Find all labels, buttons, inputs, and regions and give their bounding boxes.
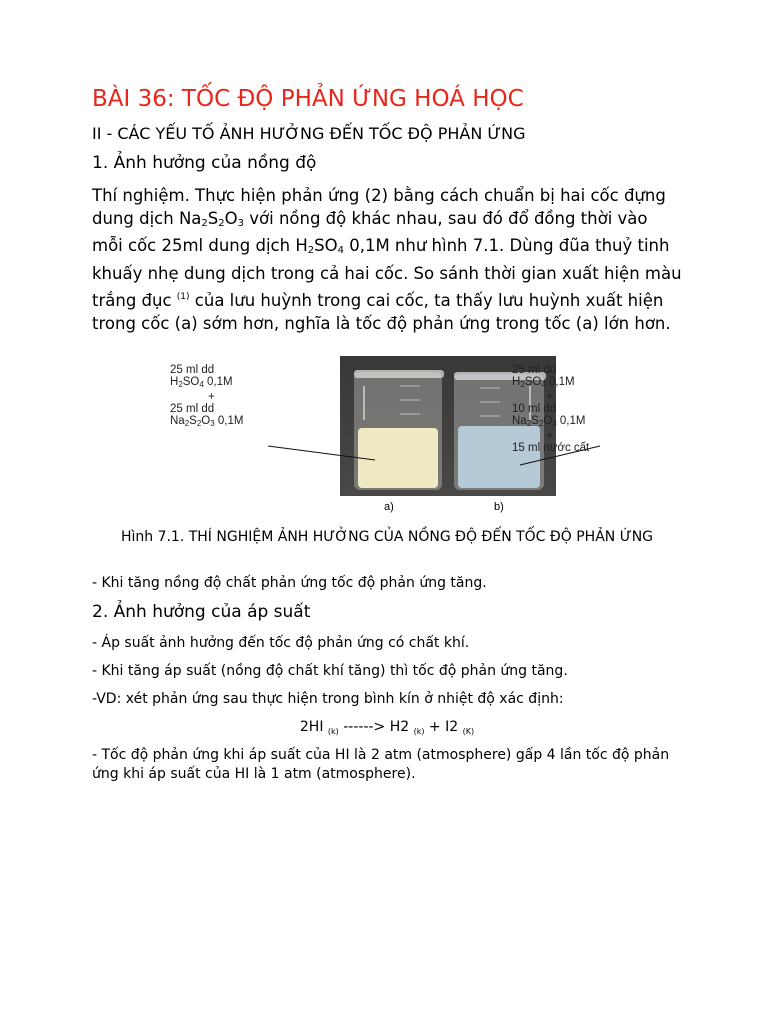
figure-label-right: 25 ml dd $H_2SO_4$ 0,1M + 10 ml dd $Na_2S_2O_3$ 0,1M + 15 ml nước cất [512,364,590,454]
page-title: BÀI 36: TỐC ĐỘ PHẢN ỨNG HOÁ HỌC [92,86,524,112]
figure-label-a: a) [384,501,394,513]
bullet-pressure-gas: - Áp suất ảnh hưởng đến tốc độ phản ứng có chất khí. [92,635,470,651]
conclusion-concentration: - Khi tăng nồng độ chất phản ứng tốc độ phản ứng tăng. [92,575,487,591]
figure-label-b: b) [494,501,504,513]
figure-caption: Hình 7.1. THÍ NGHIỆM ẢNH HƯỞNG CỦA NỒNG ĐỘ ĐẾN TỐC ĐỘ PHẢN ỨNG [120,529,654,545]
pressure-rate-paragraph: - Tốc độ phản ứng khi áp suất của HI là 2 atm (atmosphere) gấp 4 lần tốc độ phản ứng khi áp suất của HI là 1 atm (atmosphere). [92,747,670,782]
experiment-paragraph: Thí nghiệm. Thực hiện phản ứng (2) bằng cách chuẩn bị hai cốc đựng dung dịch $Na_2S_2O_3$ với nồng độ khác nhau, sau đó đổ đồng thời vào mỗi cốc 25ml dung dịch $H_2SO_4$ 0,1M như hình 7.1. Dùng đũa thuỷ tinh khuấy nhẹ dung dịch trong cả hai cốc. So sánh thời gian xuất hiện màu trắng đục $^{(1)}$ của lưu huỳnh trong cai cốc, ta thấy lưu huỳnh xuất hiện trong cốc (a) sớm hơn, nghĩa là tốc độ phản ứng trong tốc (a) lớn hơn. [92,186,682,333]
bullet-example: -VD: xét phản ứng sau thực hiện trong bình kín ở nhiệt độ xác định: [92,691,564,707]
figure-label-left: 25 ml dd $H_2SO_4$ 0,1M + 25 ml dd $Na_2S_2O_3$ 0,1M [170,364,244,428]
subsection-heading-pressure: 2. Ảnh hưởng của áp suất [92,602,311,622]
section-heading: II - CÁC YẾU TỐ ẢNH HƯỞNG ĐẾN TỐC ĐỘ PHẢN ỨNG [92,124,526,143]
footnote-marker: (1) [176,291,190,302]
reaction-equation: 2HI $_{(k)}$ ------> H2 $_{(k)}$ + I2 $_{(K)}$ [299,719,475,736]
experiment-figure [160,354,620,522]
subsection-heading-concentration: 1. Ảnh hưởng của nồng độ [92,153,317,173]
bullet-pressure-increase: - Khi tăng áp suất (nồng độ chất khí tăng) thì tốc độ phản ứng tăng. [92,663,568,679]
